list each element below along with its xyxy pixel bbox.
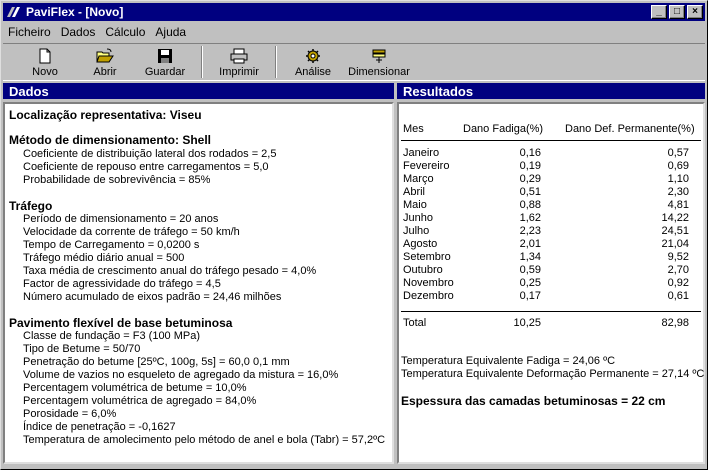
metodo-title: Método de dimensionamento: Shell <box>9 133 212 147</box>
dimensionar-label: Dimensionar <box>348 66 410 78</box>
table-cell-dano-fadiga: 0,59 <box>519 264 541 276</box>
table-cell-dano-fadiga: 1,34 <box>519 251 541 263</box>
minimize-button[interactable] <box>651 5 667 19</box>
table-cell-dano-def-permanente: 2,30 <box>667 186 689 198</box>
pavimento-item: Percentagem volumétrica de agregado = 84,0% <box>23 395 257 407</box>
guardar-label: Guardar <box>144 66 186 78</box>
trafego-item: Tempo de Carregamento = 0,0200 s <box>23 239 200 251</box>
table-cell-dano-fadiga: 2,23 <box>519 225 541 237</box>
dados-panel[interactable] <box>3 102 394 464</box>
abrir-label: Abrir <box>93 66 117 78</box>
open-folder-icon <box>96 48 114 64</box>
minimize-icon: _ <box>656 6 662 17</box>
resultados-header <box>397 83 705 99</box>
localizacao-text: Localização representativa: Viseu <box>9 108 202 122</box>
pavimento-item: Tipo de Betume = 50/70 <box>23 343 141 355</box>
table-cell-mes: Junho <box>403 212 433 224</box>
dados-header-title: Dados <box>9 83 49 99</box>
table-cell-dano-fadiga: 0,19 <box>519 160 541 172</box>
pavimento-item: Temperatura de amolecimento pelo método de anel e bola (Tabr) = 57,2ºC <box>23 434 386 446</box>
dados-header <box>3 83 394 99</box>
trafego-item: Velocidade da corrente de tráfego = 50 km/h <box>23 226 240 238</box>
close-icon: × <box>692 6 698 17</box>
toolbar-separator <box>201 46 203 78</box>
layers-icon <box>370 48 388 64</box>
table-cell-dano-def-permanente: 0,69 <box>667 160 689 172</box>
pavimento-title: Pavimento flexível de base betuminosa <box>9 316 233 330</box>
table-cell-dano-fadiga: 0,16 <box>519 147 541 159</box>
table-cell-dano-fadiga: 0,51 <box>519 186 541 198</box>
total-label: Total <box>403 317 427 329</box>
total-dano-fadiga: 10,25 <box>513 317 541 329</box>
app-logo-icon <box>6 5 22 19</box>
new-document-icon <box>36 48 54 64</box>
gear-icon <box>304 48 322 64</box>
table-total-divider <box>401 311 701 312</box>
analise-button[interactable] <box>283 46 343 80</box>
menu-bar <box>3 23 191 41</box>
save-disk-icon <box>156 48 174 64</box>
table-cell-dano-def-permanente: 0,92 <box>667 277 689 289</box>
dimensionar-button[interactable] <box>343 46 415 80</box>
imprimir-button[interactable] <box>209 46 269 80</box>
pavimento-item: Classe de fundação = F3 (100 MPa) <box>23 330 201 342</box>
table-cell-mes: Janeiro <box>403 147 440 159</box>
table-cell-dano-def-permanente: 9,52 <box>667 251 689 263</box>
table-cell-mes: Julho <box>403 225 430 237</box>
trafego-item: Período de dimensionamento = 20 anos <box>23 213 219 225</box>
table-cell-mes: Outubro <box>403 264 443 276</box>
novo-label: Novo <box>32 66 58 78</box>
resultados-panel[interactable] <box>397 102 705 464</box>
trafego-item: Número acumulado de eixos padrão = 24,46 milhões <box>23 291 282 303</box>
table-cell-mes: Abril <box>403 186 426 198</box>
pavimento-item: Penetração do betume [25ºC, 100g, 5s] = 60,0 0,1 mm <box>23 356 290 368</box>
pavimento-item: Percentagem volumétrica de betume = 10,0% <box>23 382 247 394</box>
table-cell-dano-def-permanente: 0,61 <box>667 290 689 302</box>
table-cell-dano-def-permanente: 2,70 <box>667 264 689 276</box>
window-title: PaviFlex - [Novo] <box>26 5 124 19</box>
table-cell-dano-fadiga: 0,88 <box>519 199 541 211</box>
table-cell-dano-def-permanente: 1,10 <box>667 173 689 185</box>
pavimento-item: Volume de vazios no esqueleto de agregado da mistura = 16,0% <box>23 369 339 381</box>
metodo-item: Coeficiente de repouso entre carregamentos = 5,0 <box>23 161 269 173</box>
column-header-dano-def-permanente: Dano Def. Permanente(%) <box>565 123 695 135</box>
abrir-button[interactable] <box>75 46 135 80</box>
table-cell-dano-def-permanente: 14,22 <box>661 212 689 224</box>
metodo-item: Probabilidade de sobrevivência = 85% <box>23 174 211 186</box>
maximize-icon: □ <box>673 6 681 17</box>
table-cell-mes: Setembro <box>403 251 451 263</box>
total-dano-def-permanente: 82,98 <box>661 317 689 329</box>
analise-label: Análise <box>294 66 332 78</box>
toolbar <box>3 43 705 81</box>
trafego-item: Factor de agressividade do tráfego = 4,5 <box>23 278 221 290</box>
menu-ajuda[interactable]: Ajuda <box>155 25 187 39</box>
table-cell-dano-def-permanente: 0,57 <box>667 147 689 159</box>
table-cell-mes: Março <box>403 173 434 185</box>
pavimento-item: Índice de penetração = -0,1627 <box>23 421 176 433</box>
table-cell-dano-fadiga: 1,62 <box>519 212 541 224</box>
menu-dados[interactable]: Dados <box>60 25 96 39</box>
table-cell-mes: Fevereiro <box>403 160 450 172</box>
espessura-text: Espessura das camadas betuminosas = 22 cm <box>401 394 666 408</box>
title-bar[interactable] <box>3 3 705 21</box>
guardar-button[interactable] <box>135 46 195 80</box>
close-button[interactable] <box>687 5 703 19</box>
metodo-item: Coeficiente de distribuição lateral dos rodados = 2,5 <box>23 148 277 160</box>
trafego-item: Taxa média de crescimento anual do tráfego pesado = 4,0% <box>23 265 317 277</box>
printer-icon <box>230 48 248 64</box>
table-cell-dano-fadiga: 0,29 <box>519 173 541 185</box>
toolbar-separator <box>275 46 277 78</box>
temperatura-fadiga-text: Temperatura Equivalente Fadiga = 24,06 ºC <box>401 355 616 367</box>
table-cell-mes: Novembro <box>403 277 454 289</box>
table-cell-mes: Dezembro <box>403 290 454 302</box>
temperatura-deformacao-text: Temperatura Equivalente Deformação Permanente = 27,14 ºC <box>401 368 705 380</box>
table-cell-dano-def-permanente: 21,04 <box>661 238 689 250</box>
trafego-item: Tráfego médio diário anual = 500 <box>23 252 185 264</box>
resultados-header-title: Resultados <box>403 83 474 99</box>
table-cell-dano-def-permanente: 24,51 <box>661 225 689 237</box>
table-cell-mes: Agosto <box>403 238 438 250</box>
menu-ficheiro[interactable]: Ficheiro <box>8 25 51 39</box>
imprimir-label: Imprimir <box>219 66 259 78</box>
table-cell-dano-fadiga: 2,01 <box>519 238 541 250</box>
table-cell-dano-fadiga: 0,25 <box>519 277 541 289</box>
table-header-divider <box>401 140 701 141</box>
maximize-button[interactable] <box>669 5 685 19</box>
menu-calculo[interactable]: Cálculo <box>105 25 146 39</box>
column-header-mes: Mes <box>403 123 424 135</box>
pavimento-item: Porosidade = 6,0% <box>23 408 117 420</box>
table-cell-dano-def-permanente: 4,81 <box>667 199 689 211</box>
column-header-dano-fadiga: Dano Fadiga(%) <box>463 123 544 135</box>
novo-button[interactable] <box>15 46 75 80</box>
table-cell-mes: Maio <box>403 199 427 211</box>
table-cell-dano-fadiga: 0,17 <box>519 290 541 302</box>
trafego-title: Tráfego <box>9 199 53 213</box>
